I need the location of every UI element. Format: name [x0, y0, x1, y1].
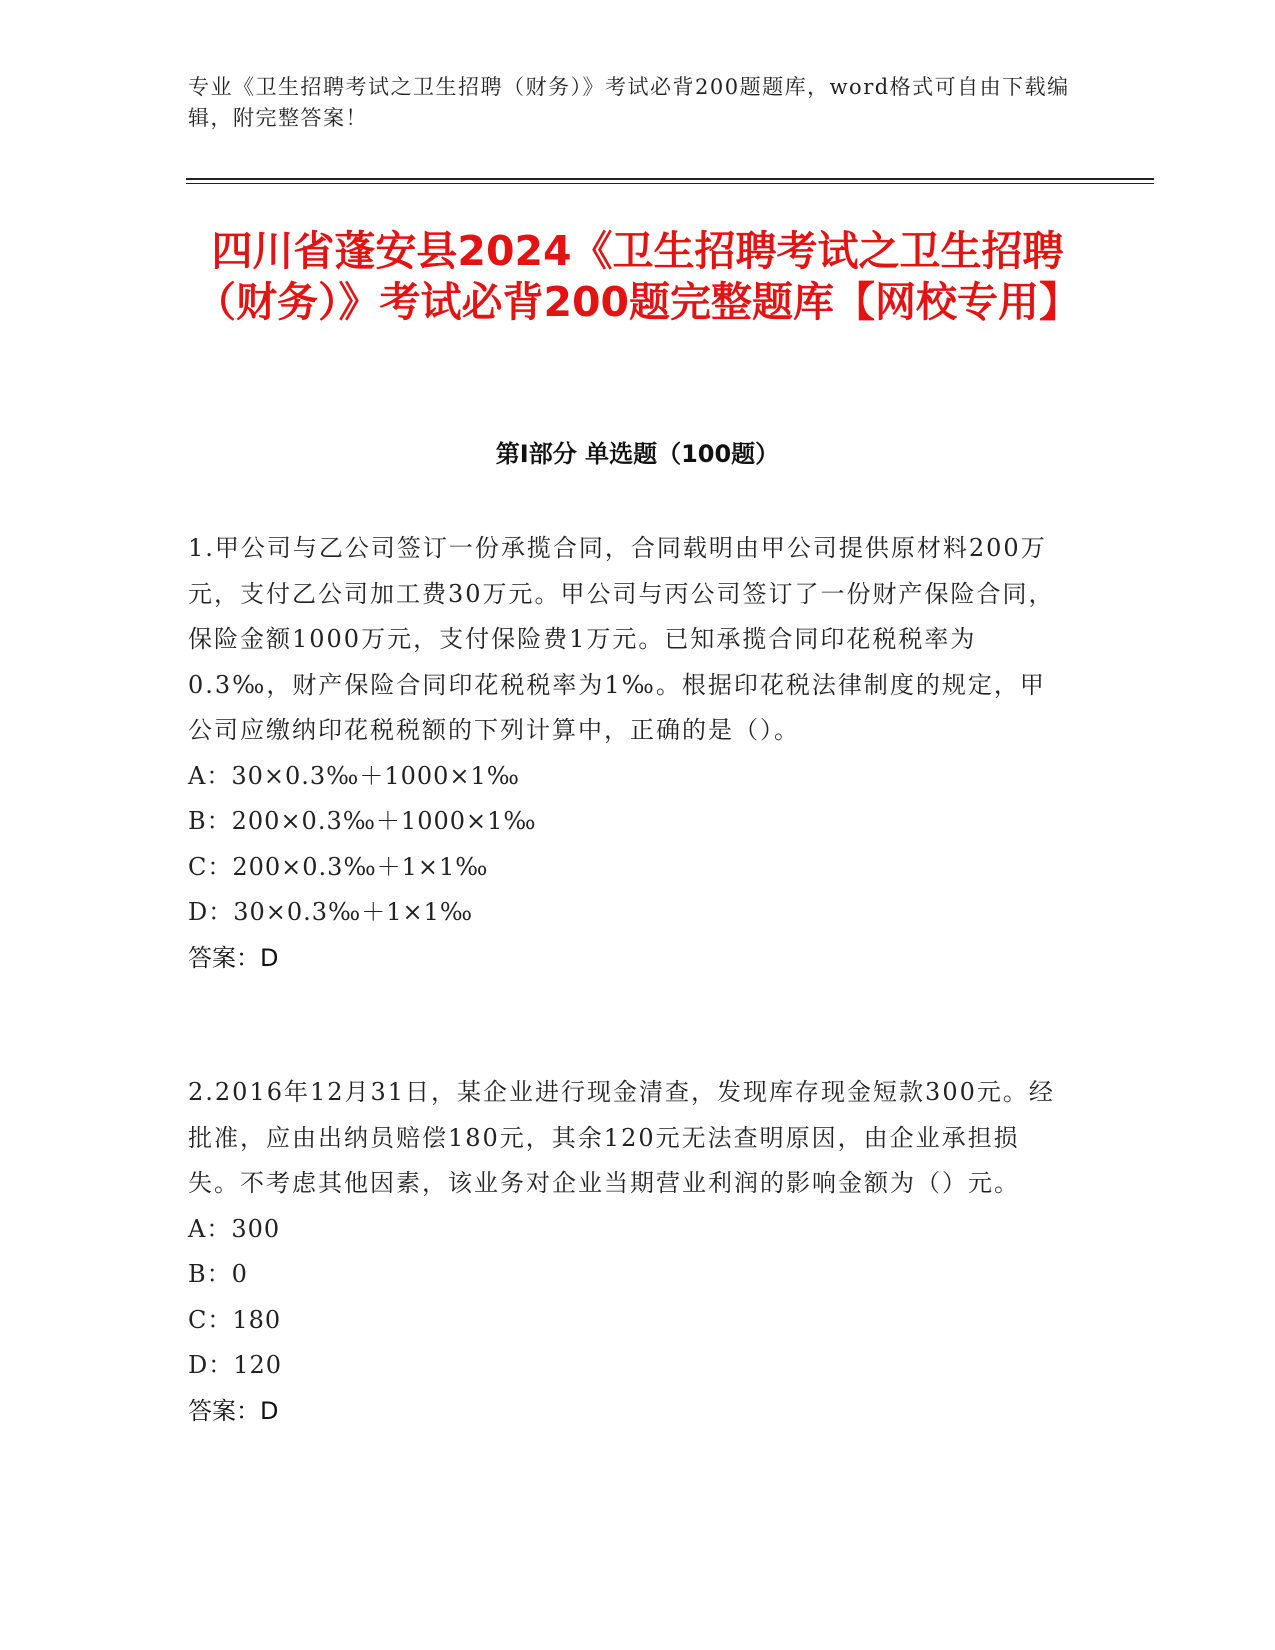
question-stem: 1.甲公司与乙公司签订一份承揽合同，合同载明由甲公司提供原材料200万元，支付乙公司加工费30万元。甲公司与丙公司签订了一份财产保险合同，保险金额1000万元，支付保险费1万元。已知承揽合同印花税税率为0.3‰，财产保险合同印花税税率为1‰。根据印花税法律制度的规定，甲公司应缴纳印花税税额的下列计算中，正确的是（）。 — [188, 534, 1055, 744]
answer-line: 答案：D — [188, 943, 279, 972]
question-stem: 2.2016年12月31日，某企业进行现金清查，发现库存现金短款300元。经批准，应由出纳员赔偿180元，其余120元无法查明原因，由企业承担损失。不考虑其他因素，该业务对企业当期营业利润的影响金额为（）元。 — [188, 1078, 1055, 1197]
question-1 — [188, 526, 1068, 981]
option-d: D：30×0.3‰＋1×1‰ — [188, 898, 474, 926]
question-2 — [188, 1070, 1068, 1434]
section-heading: 第Ⅰ部分 单选题（100题） — [495, 440, 780, 468]
option-d: D：120 — [188, 1351, 283, 1379]
option-c: C：200×0.3‰＋1×1‰ — [188, 852, 489, 881]
header-divider-thin — [186, 183, 1154, 184]
answer-line: 答案：D — [188, 1396, 279, 1425]
option-c: C：180 — [188, 1305, 282, 1334]
option-b: B：200×0.3‰＋1000×1‰ — [188, 807, 537, 835]
option-b: B：0 — [188, 1260, 248, 1288]
option-a: A：300 — [188, 1214, 281, 1243]
document-title: 四川省蓬安县2024《卫生招聘考试之卫生招聘（财务）》考试必背200题完整题库【网校专用】 — [194, 227, 1081, 326]
header-divider-thick — [186, 178, 1154, 180]
option-a: A：30×0.3‰＋1000×1‰ — [188, 761, 521, 790]
header-note: 专业《卫生招聘考试之卫生招聘（财务）》考试必背200题题库，word格式可自由下载编辑，附完整答案！ — [188, 75, 1070, 130]
